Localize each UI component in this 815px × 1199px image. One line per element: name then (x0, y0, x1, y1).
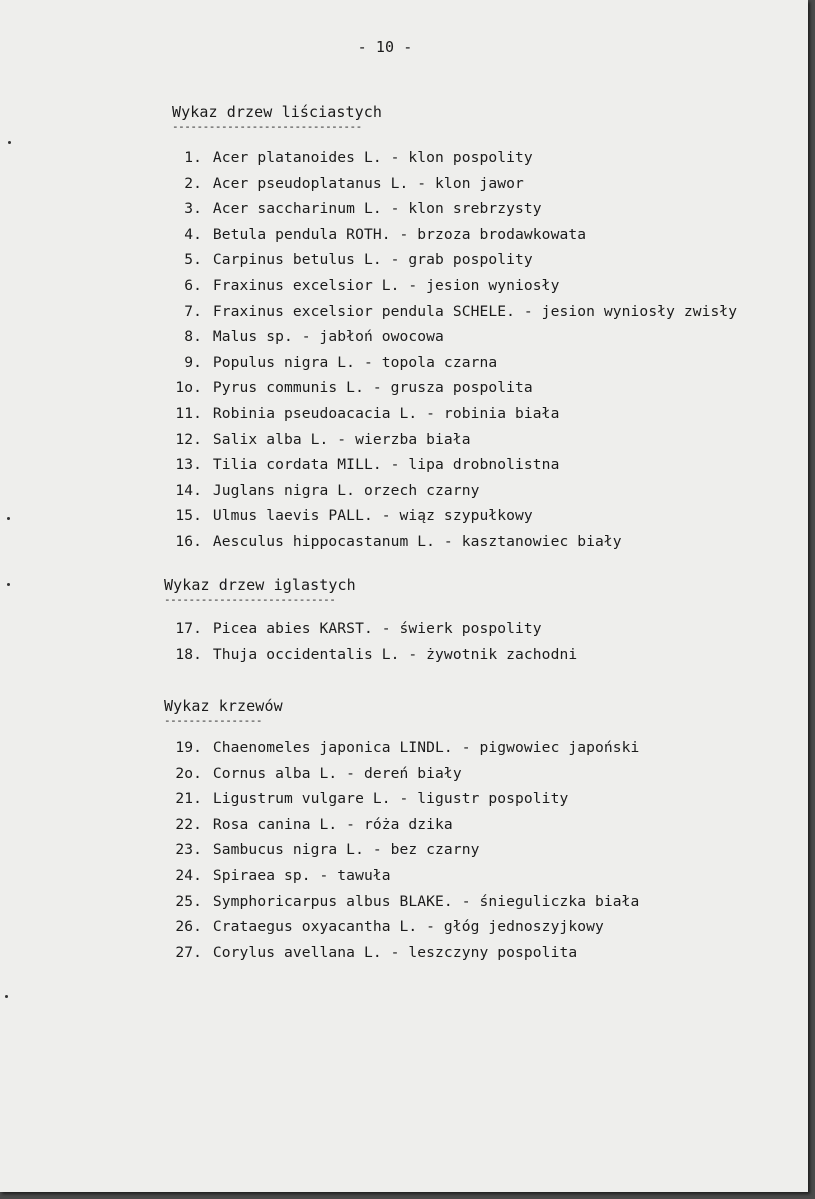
item-number: 12. (175, 430, 202, 448)
item-number: 13. (175, 456, 202, 474)
item-text: Cornus alba L. - dereń biały (212, 764, 462, 782)
page-number: - 10 - (357, 38, 413, 56)
list-item (162, 863, 639, 889)
list-item (162, 375, 737, 401)
item-text: Acer platanoides L. - klon pospolity (212, 149, 533, 166)
list-item (162, 196, 737, 222)
item-number: 24. (175, 866, 202, 884)
item-text: Malus sp. - jabłoń owocowa (212, 328, 444, 346)
margin-mark (5, 995, 8, 998)
list-item (162, 786, 639, 812)
margin-mark (7, 583, 10, 586)
section-heading-shrubs (164, 697, 283, 725)
heading-underline: ---------------- (164, 717, 262, 725)
item-number: 2. (184, 174, 202, 192)
item-number: 19. (175, 739, 202, 756)
item-text: Corylus avellana L. - leszczyny pospolita (212, 943, 578, 961)
item-text: Fraxinus excelsior L. - jesion wyniosły (212, 276, 560, 294)
item-text: Rosa canina L. - róża dzika (212, 815, 453, 833)
section-heading-text: Wykaz drzew iglastych (164, 576, 356, 594)
list-item (162, 222, 737, 248)
list-item (162, 273, 737, 299)
list-item (162, 761, 639, 787)
list-item (162, 812, 639, 838)
margin-mark (8, 141, 11, 144)
item-text: Pyrus communis L. - grusza pospolita (212, 379, 533, 397)
item-number: 2o. (175, 764, 202, 782)
item-text: Picea abies KARST. - świerk pospolity (212, 620, 542, 637)
item-text: Crataegus oxyacantha L. - głóg jednoszyjkowy (212, 918, 604, 936)
list-item (162, 401, 737, 427)
list-item (162, 247, 737, 273)
species-list-shrubs (162, 735, 639, 965)
list-item (162, 145, 737, 171)
item-text: Acer pseudoplatanus L. - klon jawor (212, 174, 524, 192)
item-number: 4. (184, 225, 202, 243)
list-item (162, 324, 737, 350)
item-text: Sambucus nigra L. - bez czarny (212, 841, 480, 859)
item-number: 3. (184, 200, 202, 218)
item-number: 26. (175, 918, 202, 936)
list-item (162, 837, 639, 863)
item-number: 11. (175, 404, 202, 422)
item-text: Fraxinus excelsior pendula SCHELE. - jesion wyniosły zwisły (212, 302, 738, 320)
section-heading-text: Wykaz drzew liściastych (172, 103, 383, 121)
item-number: 1. (184, 149, 202, 166)
section-heading-conifers (164, 576, 356, 604)
item-number: 8. (184, 328, 202, 346)
section-heading-text: Wykaz krzewów (164, 697, 283, 715)
item-text: Ligustrum vulgare L. - ligustr pospolity (212, 790, 569, 808)
list-item (162, 503, 737, 529)
item-number: 23. (175, 841, 202, 859)
list-item (162, 940, 639, 966)
item-number: 16. (175, 532, 202, 550)
list-item (162, 529, 737, 555)
list-item (162, 642, 577, 668)
list-item (162, 299, 737, 325)
item-text: Robinia pseudoacacia L. - robinia biała (212, 404, 560, 422)
item-text: Ulmus laevis PALL. - wiąz szypułkowy (212, 507, 533, 525)
item-number: 14. (175, 481, 202, 499)
item-number: 1o. (175, 379, 202, 397)
margin-mark (7, 517, 10, 520)
heading-underline: ------------------------------- (172, 123, 362, 131)
item-text: Thuja occidentalis L. - żywotnik zachodni (212, 645, 578, 663)
list-item (162, 735, 639, 761)
item-text: Acer saccharinum L. - klon srebrzysty (212, 200, 542, 218)
item-number: 27. (175, 943, 202, 961)
item-text: Spiraea sp. - tawuła (212, 866, 391, 884)
item-number: 17. (175, 620, 202, 637)
list-item (162, 914, 639, 940)
item-text: Juglans nigra L. orzech czarny (212, 481, 480, 499)
item-number: 5. (184, 251, 202, 269)
item-text: Salix alba L. - wierzba biała (212, 430, 471, 448)
species-list-conifers (162, 616, 577, 667)
item-number: 18. (175, 645, 202, 663)
item-number: 9. (184, 353, 202, 371)
item-text: Aesculus hippocastanum L. - kasztanowiec biały (212, 532, 622, 550)
item-text: Symphoricarpus albus BLAKE. - śnieguliczka biała (212, 892, 640, 910)
item-number: 15. (175, 507, 202, 525)
item-number: 7. (184, 302, 202, 320)
list-item (162, 427, 737, 453)
list-item (162, 478, 737, 504)
list-item (162, 171, 737, 197)
item-number: 25. (175, 892, 202, 910)
heading-underline: ---------------------------- (164, 596, 336, 604)
item-text: Chaenomeles japonica LINDL. - pigwowiec japoński (212, 739, 640, 756)
item-number: 21. (175, 790, 202, 808)
list-item (162, 350, 737, 376)
species-list-deciduous (162, 145, 737, 555)
item-text: Betula pendula ROTH. - brzoza brodawkowata (212, 225, 587, 243)
list-item (162, 616, 577, 642)
item-number: 22. (175, 815, 202, 833)
list-item (162, 452, 737, 478)
item-number: 6. (184, 276, 202, 294)
list-item (162, 889, 639, 915)
item-text: Tilia cordata MILL. - lipa drobnolistna (212, 456, 560, 474)
section-heading-deciduous (172, 103, 382, 131)
item-text: Carpinus betulus L. - grab pospolity (212, 251, 533, 269)
item-text: Populus nigra L. - topola czarna (212, 353, 498, 371)
